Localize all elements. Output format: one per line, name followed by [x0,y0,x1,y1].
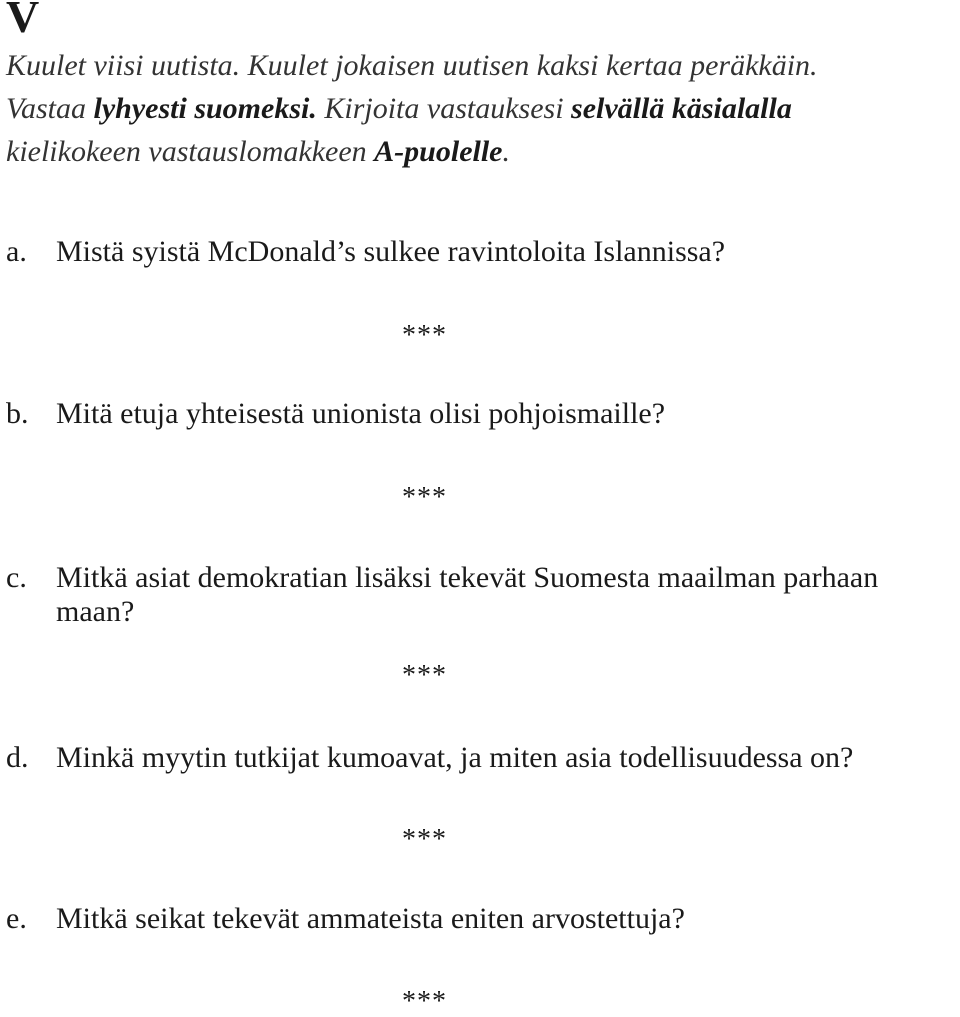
separator-stars: *** [402,986,447,1017]
instructions [6,44,956,173]
instructions-emphasis-briefly: lyhyesti suomeksi. [93,92,317,125]
section-heading: V [6,0,40,42]
question-b [6,397,946,431]
question-letter: c. [6,561,27,594]
question-text: Mistä syistä McDonald’s sulkee ravintoloita Islannissa? [56,235,726,268]
question-letter: e. [6,902,27,935]
instructions-emphasis-side-a: A-puolelle [374,135,503,168]
separator-stars: *** [402,320,447,351]
instructions-emphasis-handwriting: selvällä käsialalla [571,92,792,125]
question-text: Mitä etuja yhteisestä unionista olisi pohjoismaille? [56,397,666,430]
separator-stars: *** [402,482,447,513]
instructions-line-3-start: kielikokeen vastauslomakkeen [6,135,375,168]
question-c [6,561,946,629]
question-letter: b. [6,397,29,430]
question-letter: d. [6,741,29,774]
question-text: Mitkä seikat tekevät ammateista eniten arvostettuja? [56,902,685,935]
instructions-line-2-start: Vastaa [6,92,94,125]
question-a [6,235,946,269]
question-d [6,741,946,775]
question-e [6,902,946,936]
instructions-line-3-end: . [502,135,510,168]
instructions-line-1: Kuulet viisi uutista. Kuulet jokaisen uutisen kaksi kertaa peräkkäin. [6,49,818,82]
question-text: Mitkä asiat demokratian lisäksi tekevät Suomesta maailman parhaan maan? [56,561,879,628]
question-text: Minkä myytin tutkijat kumoavat, ja miten asia todellisuudessa on? [56,741,854,774]
separator-stars: *** [402,660,447,691]
instructions-line-2-middle: Kirjoita vastauksesi [316,92,572,125]
question-letter: a. [6,235,27,268]
separator-stars: *** [402,824,447,855]
